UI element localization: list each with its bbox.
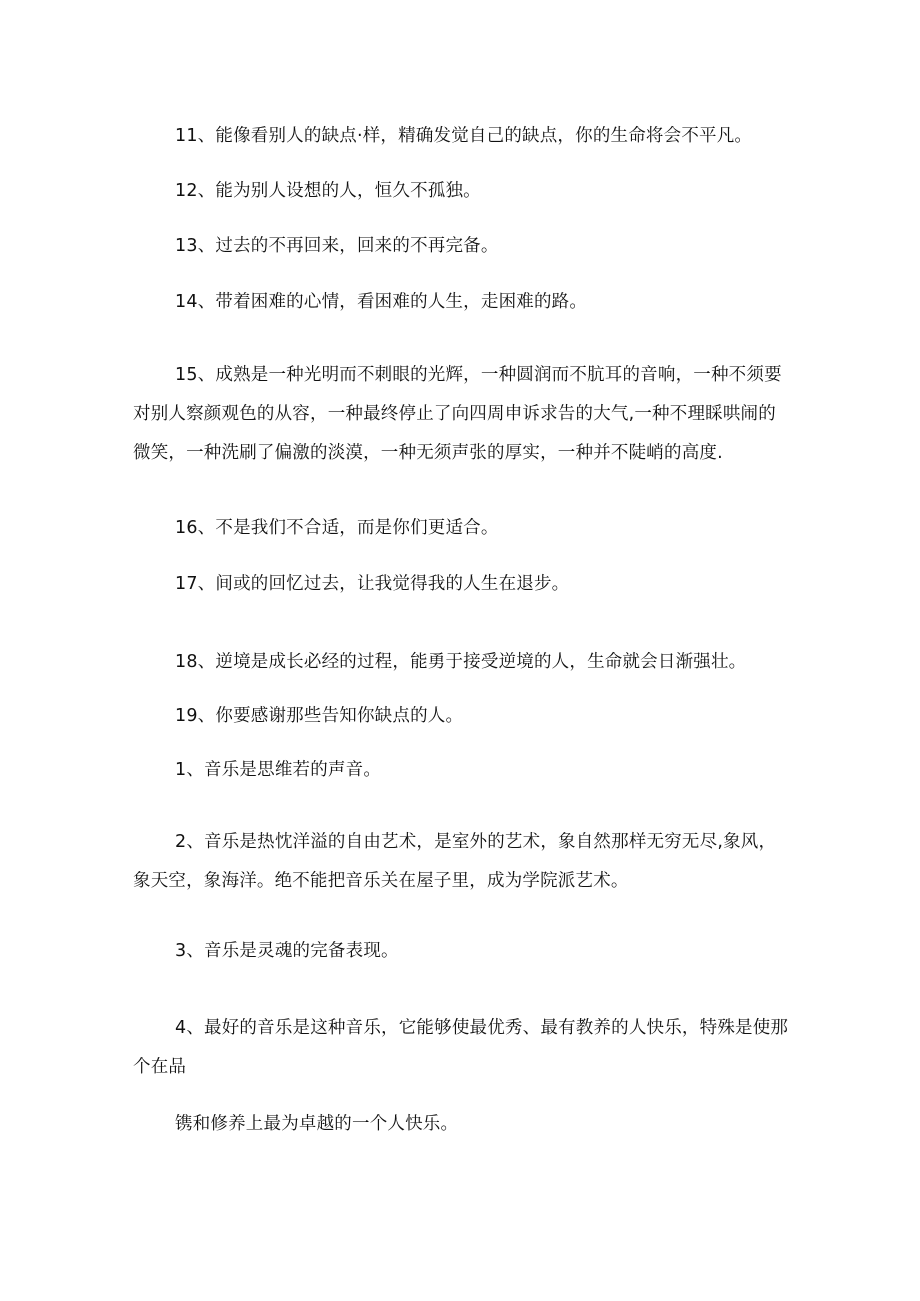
music-paragraph-4: 4、最好的音乐是这种音乐，它能够使最优秀、最有教养的人快乐，特殊是使那个在品 [133,1018,789,1077]
paragraph-17: 17、间或的回忆过去，让我觉得我的人生在退步。 [175,574,570,594]
paragraph-14: 14、带着困难的心情，看困难的人生，走困难的路。 [175,292,588,312]
paragraph-16: 16、不是我们不合适，而是你们更适合。 [175,518,499,538]
music-paragraph-1: 1、音乐是思维若的声音。 [175,760,382,780]
music-paragraph-3: 3、音乐是灵魂的完备表现。 [175,941,399,961]
paragraph-13: 13、过去的不再回来，回来的不再完备。 [175,236,499,256]
paragraph-11: 11、能像看别人的缺点·样，精确发觉自己的缺点，你的生命将会不平凡。 [175,126,753,146]
paragraph-12: 12、能为别人设想的人，恒久不孤独。 [175,181,481,201]
paragraph-15: 15、成熟是一种光明而不刺眼的光辉，一种圆润而不肮耳的音响，一种不须要对别人察颜观色的从容，一种最终停止了向四周申诉求告的大气,一种不理睬哄闹的微笑，一种洗刷了偏激的淡漠，一种无须声张的厚实，一种并不陡峭的高度. [133,365,782,463]
paragraph-18: 18、逆境是成长必经的过程，能勇于接受逆境的人，生命就会日渐强壮。 [175,652,747,672]
music-paragraph-2: 2、音乐是热忱洋溢的自由艺术，是室外的艺术，象自然那样无穷无尽,象风，象天空，象海洋。绝不能把音乐关在屋子里，成为学院派艺术。 [133,832,777,891]
music-paragraph-4-continued: 镌和修养上最为卓越的一个人快乐。 [175,1114,459,1134]
paragraph-19: 19、你要感谢那些告知你缺点的人。 [175,706,464,726]
